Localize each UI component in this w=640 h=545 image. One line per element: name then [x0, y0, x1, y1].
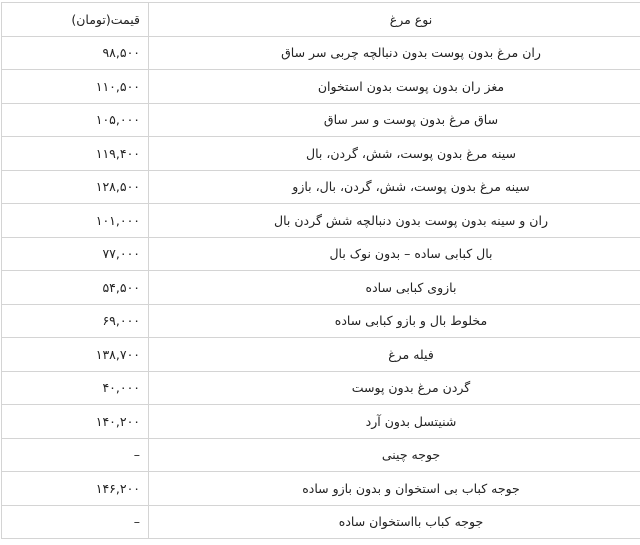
table-row	[2, 472, 640, 506]
table-row	[2, 70, 640, 104]
row-chicken-type: بازوی کبابی ساده	[149, 271, 640, 305]
table-row	[2, 170, 640, 204]
table-row	[2, 405, 640, 439]
table-row	[2, 137, 640, 171]
table-row	[2, 338, 640, 372]
table-row	[2, 438, 640, 472]
row-price: –	[2, 438, 149, 472]
row-price: ۱۱۹,۴۰۰	[2, 137, 149, 171]
header-price: قیمت(تومان)	[2, 3, 149, 37]
row-chicken-type: شنیتسل بدون آرد	[149, 405, 640, 439]
table-row	[2, 36, 640, 70]
row-price: ۱۳۸,۷۰۰	[2, 338, 149, 372]
row-price: ۹۸,۵۰۰	[2, 36, 149, 70]
row-price: ۶۹,۰۰۰	[2, 304, 149, 338]
row-chicken-type: سینه مرغ بدون پوست، شش، گردن، بال، بازو	[149, 170, 640, 204]
row-chicken-type: سینه مرغ بدون پوست، شش، گردن، بال	[149, 137, 640, 171]
table-row	[2, 103, 640, 137]
row-price: ۱۱۰,۵۰۰	[2, 70, 149, 104]
row-chicken-type: ران مرغ بدون پوست بدون دنبالچه چربی سر ساق	[149, 36, 640, 70]
row-chicken-type: جوجه کباب بی استخوان و بدون بازو ساده	[149, 472, 640, 506]
row-chicken-type: بال کبابی ساده – بدون نوک بال	[149, 237, 640, 271]
table-row	[2, 371, 640, 405]
header-chicken-type: نوع مرغ	[149, 3, 640, 37]
table-row	[2, 237, 640, 271]
row-chicken-type: جوجه کباب بااستخوان ساده	[149, 505, 640, 539]
row-price: –	[2, 505, 149, 539]
row-price: ۴۰,۰۰۰	[2, 371, 149, 405]
row-chicken-type: فیله مرغ	[149, 338, 640, 372]
row-chicken-type: مغز ران بدون پوست بدون استخوان	[149, 70, 640, 104]
row-price: ۷۷,۰۰۰	[2, 237, 149, 271]
row-price: ۱۰۵,۰۰۰	[2, 103, 149, 137]
row-price: ۱۴۰,۲۰۰	[2, 405, 149, 439]
chicken-price-table	[1, 2, 640, 539]
table-row	[2, 304, 640, 338]
table-row	[2, 505, 640, 539]
row-chicken-type: گردن مرغ بدون پوست	[149, 371, 640, 405]
table-row	[2, 204, 640, 238]
row-chicken-type: جوجه چینی	[149, 438, 640, 472]
row-chicken-type: ساق مرغ بدون پوست و سر ساق	[149, 103, 640, 137]
row-chicken-type: مخلوط بال و بازو کبابی ساده	[149, 304, 640, 338]
table-row	[2, 271, 640, 305]
row-price: ۵۴,۵۰۰	[2, 271, 149, 305]
table-header-row	[2, 3, 640, 37]
row-price: ۱۰۱,۰۰۰	[2, 204, 149, 238]
row-chicken-type: ران و سینه بدون پوست بدون دنبالچه شش گردن بال	[149, 204, 640, 238]
row-price: ۱۲۸,۵۰۰	[2, 170, 149, 204]
row-price: ۱۴۶,۲۰۰	[2, 472, 149, 506]
